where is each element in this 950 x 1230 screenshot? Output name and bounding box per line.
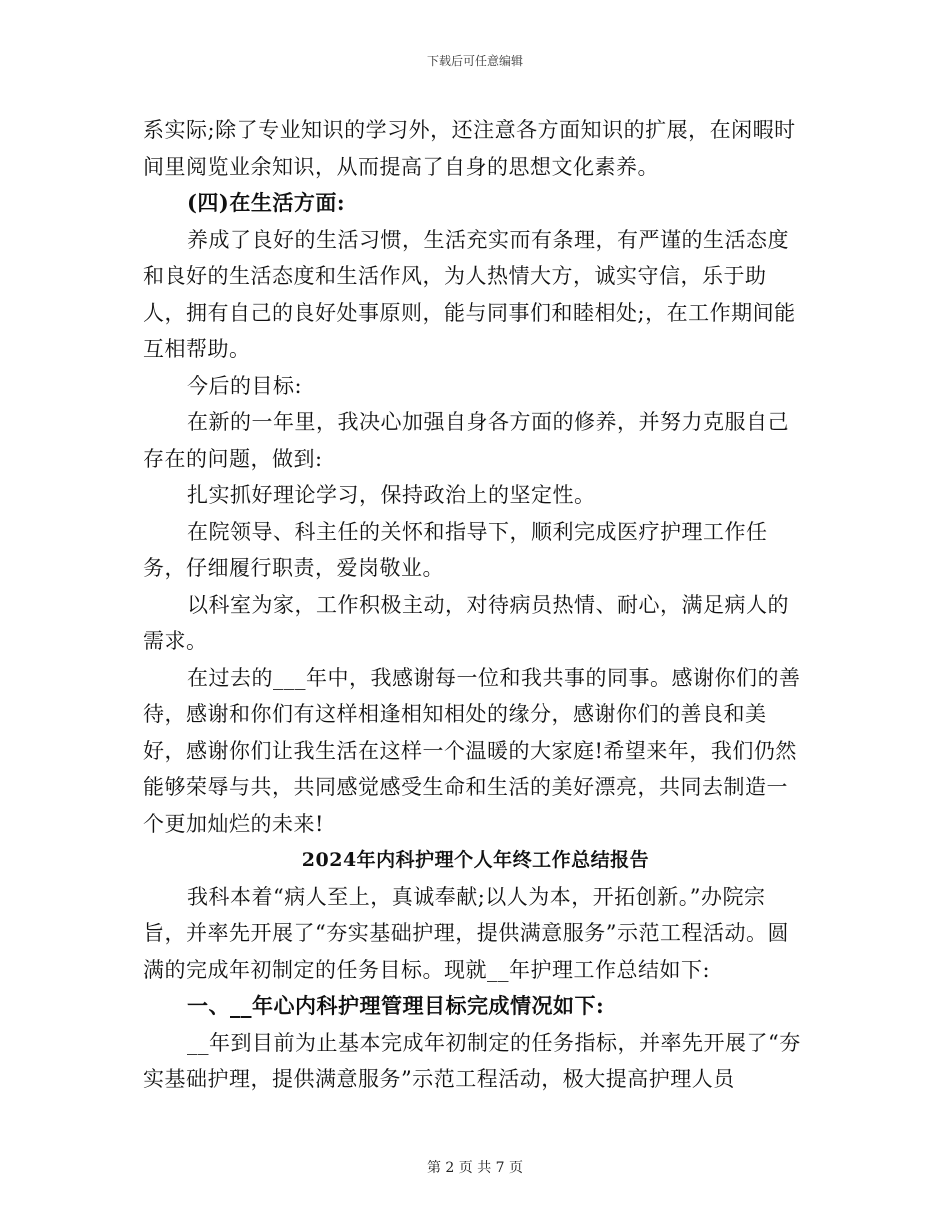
paragraph-life-habits: 养成了良好的生活习惯，生活充实而有条理，有严谨的生活态度和良好的生活态度和生活作风，为人热情大方，诚实守信，乐于助人，拥有自己的良好处事原则，能与同事们和睦相处;，在工作期间能互相帮助。 xyxy=(143,227,796,361)
paragraph-theory-study: 扎实抓好理论学习，保持政治上的坚定性。 xyxy=(187,483,596,507)
paragraph-thanks: 在过去的___年中，我感谢每一位和我共事的同事。感谢你们的善待，感谢和你们有这样相逢相知相处的缘分，感谢你们的善良和美好，感谢你们让我生活在这样一个温暖的大家庭!希望来年，我们仍然能够荣辱与共，共同感觉感受生命和生活的美好漂亮，共同去制造一个更加灿烂的未来! xyxy=(143,665,801,836)
paragraph-future-goals-label: 今后的目标: xyxy=(187,373,303,398)
section-heading-life: (四)在生活方面: xyxy=(187,190,346,215)
section-heading-targets: 一、__年心内科护理管理目标完成情况如下: xyxy=(187,993,605,1018)
paragraph-report-intro: 我科本着“病人至上，真诚奉献;以人为本，开拓创新。”办院宗旨，并率先开展了“夯实基础护理，提供满意服务”示范工程活动。圆满的完成年初制定的任务目标。现就__年护理工作总结如下: xyxy=(143,884,789,982)
paragraph-new-year: 在新的一年里，我决心加强自身各方面的修养，并努力克服自己存在的问题，做到: xyxy=(143,410,789,471)
page-footer: 第 2 页 共 7 页 xyxy=(426,1160,524,1176)
paragraph-department-home: 以科室为家，工作积极主动，对待病员热情、耐心，满足病人的需求。 xyxy=(143,592,789,653)
paragraph-continuation: 系实际;除了专业知识的学习外，还注意各方面知识的扩展，在闲暇时间里阅览业余知识，从而提高了自身的思想文化素养。 xyxy=(143,118,796,179)
paragraph-duties: 在院领导、科主任的关怀和指导下，顺利完成医疗护理工作任务，仔细履行职责，爱岗敬业。 xyxy=(143,519,768,580)
report-title: 2024年内科护理个人年终工作总结报告 xyxy=(301,849,650,871)
document-body xyxy=(143,112,808,1098)
page-header: 下载后可任意编辑 xyxy=(426,54,523,68)
paragraph-targets-progress: __年到目前为止基本完成年初制定的任务指标，并率先开展了“夯实基础护理，提供满意服务”示范工程活动，极大提高护理人员 xyxy=(143,1030,801,1091)
